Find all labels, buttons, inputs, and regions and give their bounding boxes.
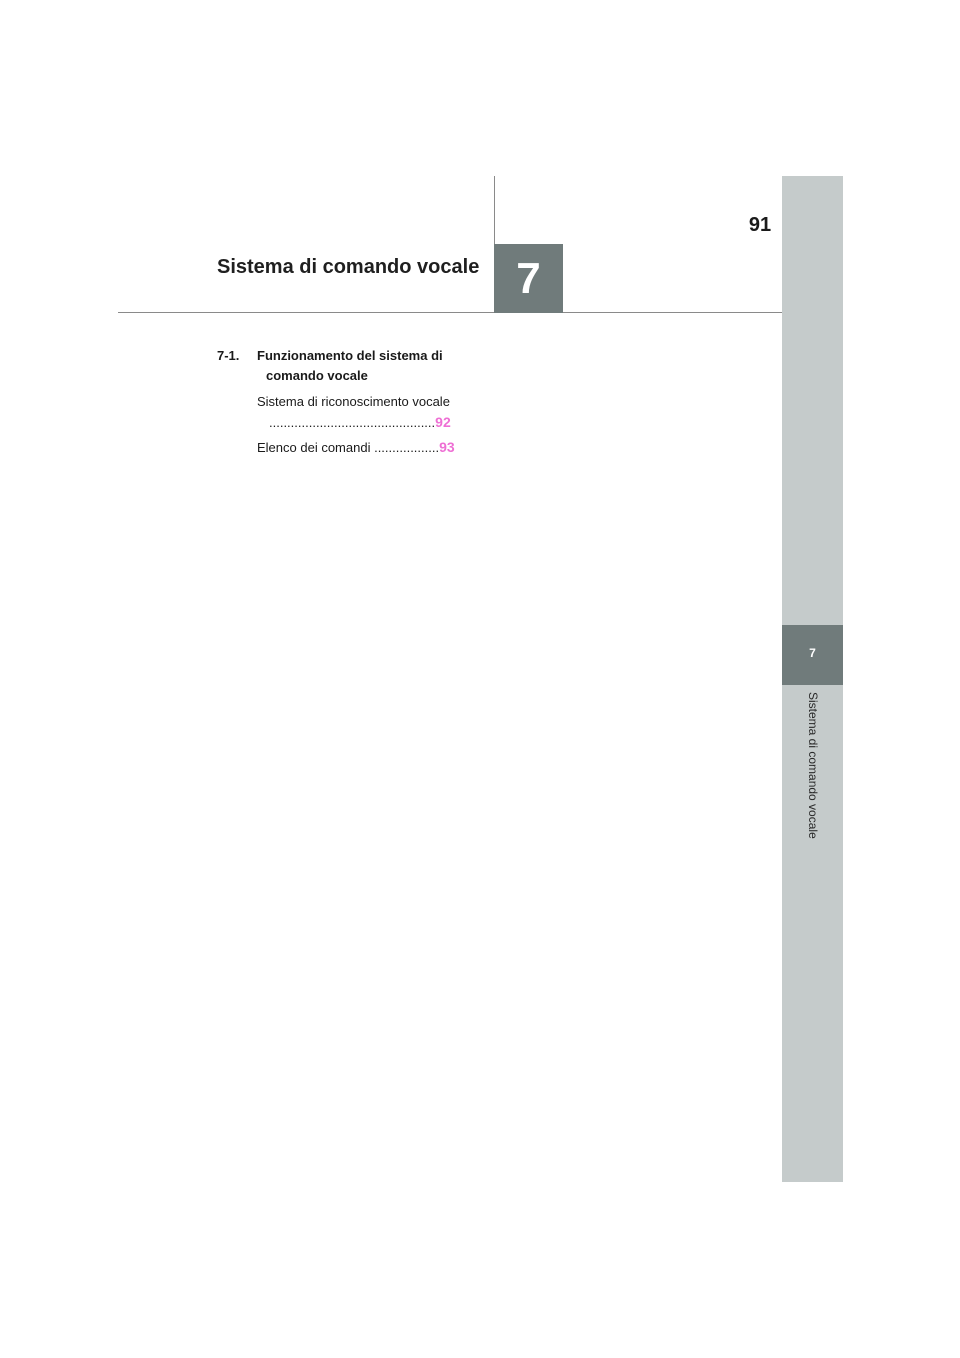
toc-entry-leader: .................. <box>370 440 440 455</box>
side-tab-label: Sistema di comando vocale <box>806 692 820 839</box>
toc-entry-leader: .............................................. <box>269 415 436 430</box>
toc-entry-elenco-comandi[interactable] <box>257 437 469 458</box>
toc-section-title-line1: Funzionamento del sistema di <box>257 348 443 363</box>
header-rule <box>118 312 782 313</box>
toc-entry-title: Elenco dei comandi <box>257 440 371 455</box>
page-number: 91 <box>748 214 772 236</box>
side-tab-chapter-number[interactable]: 7 <box>782 625 843 685</box>
toc-entry-title: Sistema di riconoscimento vocale <box>257 394 450 409</box>
vertical-divider <box>494 176 495 244</box>
chapter-number-box: 7 <box>494 244 563 313</box>
toc-entry-riconoscimento[interactable] <box>257 392 469 433</box>
toc-section-title-line2: comando vocale <box>266 368 368 383</box>
table-of-contents <box>217 346 469 458</box>
toc-entry-page-link[interactable]: 93 <box>439 439 455 455</box>
toc-section-number: 7-1. <box>217 348 240 363</box>
toc-entry-page-link[interactable]: 92 <box>435 414 451 430</box>
toc-section-heading <box>217 346 469 386</box>
chapter-title: Sistema di comando vocale <box>217 256 480 278</box>
